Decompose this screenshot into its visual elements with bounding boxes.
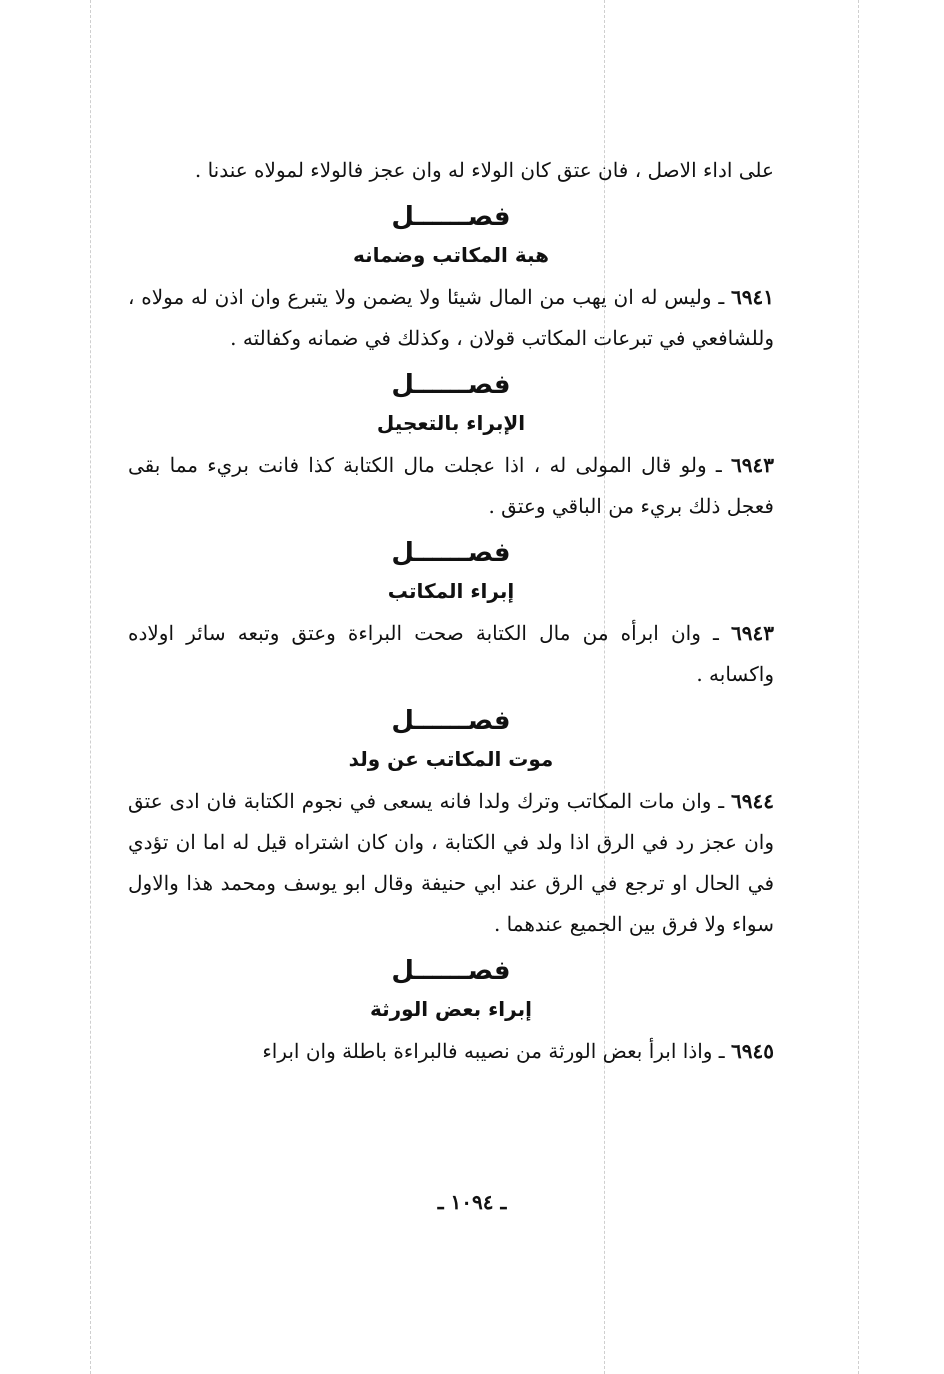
- section-paragraph: [128, 613, 774, 695]
- paragraph-number: ٦٩٤٤: [731, 789, 774, 813]
- paragraph-number: ٦٩٤٣: [731, 621, 774, 645]
- paragraph-text: ـ وان ابرأه من مال الكتابة صحت البراءة وعتق وتبعه سائر اولاده واكسابه .: [128, 621, 774, 686]
- scan-line: [90, 0, 91, 1374]
- section-marker: فصــــــل: [391, 956, 511, 986]
- section-paragraph: [128, 277, 774, 359]
- section: [128, 197, 774, 359]
- section-heading: موت المكاتب عن ولد: [348, 747, 554, 771]
- section-heading: إبراء المكاتب: [387, 579, 515, 603]
- paragraph-text: ـ وان مات المكاتب وترك ولدا فانه يسعى في نجوم الكتابة فان ادى عتق وان عجز رد في الرق اذا ولد في الكتابة ، وان كان اشتراه قيل له اما ان تؤدي في الحال او ترجع في الرق عند ابي حنيفة وقال ابو يوسف ومحمد هذا والاول سواء ولا فرق بين الجميع عندهما .: [128, 789, 774, 936]
- paragraph-text: ـ واذا ابرأ بعض الورثة من نصيبه فالبراءة باطلة وان ابراء: [262, 1039, 725, 1063]
- paragraph-text: ـ وليس له ان يهب من المال شيئا ولا يضمن ولا يتبرع وان اذن له مولاه ، وللشافعي في تبرعات المكاتب قولان ، وكذلك في ضمانه وكفالته .: [128, 285, 774, 350]
- section: [128, 365, 774, 527]
- section: [128, 533, 774, 695]
- section-marker: فصــــــل: [391, 370, 511, 400]
- section-heading: إبراء بعض الورثة: [370, 997, 532, 1021]
- section-marker: فصــــــل: [391, 706, 511, 736]
- section-heading: الإبراء بالتعجيل: [376, 411, 526, 435]
- section-marker: فصــــــل: [391, 538, 511, 568]
- paragraph-number: ٦٩٤١: [731, 285, 774, 309]
- paragraph-number: ٦٩٤٣: [731, 453, 774, 477]
- document-page: [128, 150, 774, 1072]
- section-heading: هبة المكاتب وضمانه: [353, 243, 549, 267]
- section-marker: فصــــــل: [391, 202, 511, 232]
- section-paragraph: [128, 445, 774, 527]
- intro-paragraph: على اداء الاصل ، فان عتق كان الولاء له وان عجز فالولاء لمولاه عندنا .: [194, 158, 774, 182]
- paragraph-text: ـ ولو قال المولى له ، اذا عجلت مال الكتابة كذا فانت بريء مما بقى فعجل ذلك بريء من الباقي وعتق .: [128, 453, 774, 518]
- section-paragraph: [128, 1031, 774, 1072]
- page-number: ـ ١٠٩٤ ـ: [437, 1190, 507, 1214]
- scan-line: [858, 0, 859, 1374]
- paragraph-number: ٦٩٤٥: [731, 1039, 774, 1063]
- section: [128, 701, 774, 945]
- section: [128, 951, 774, 1072]
- section-paragraph: [128, 781, 774, 945]
